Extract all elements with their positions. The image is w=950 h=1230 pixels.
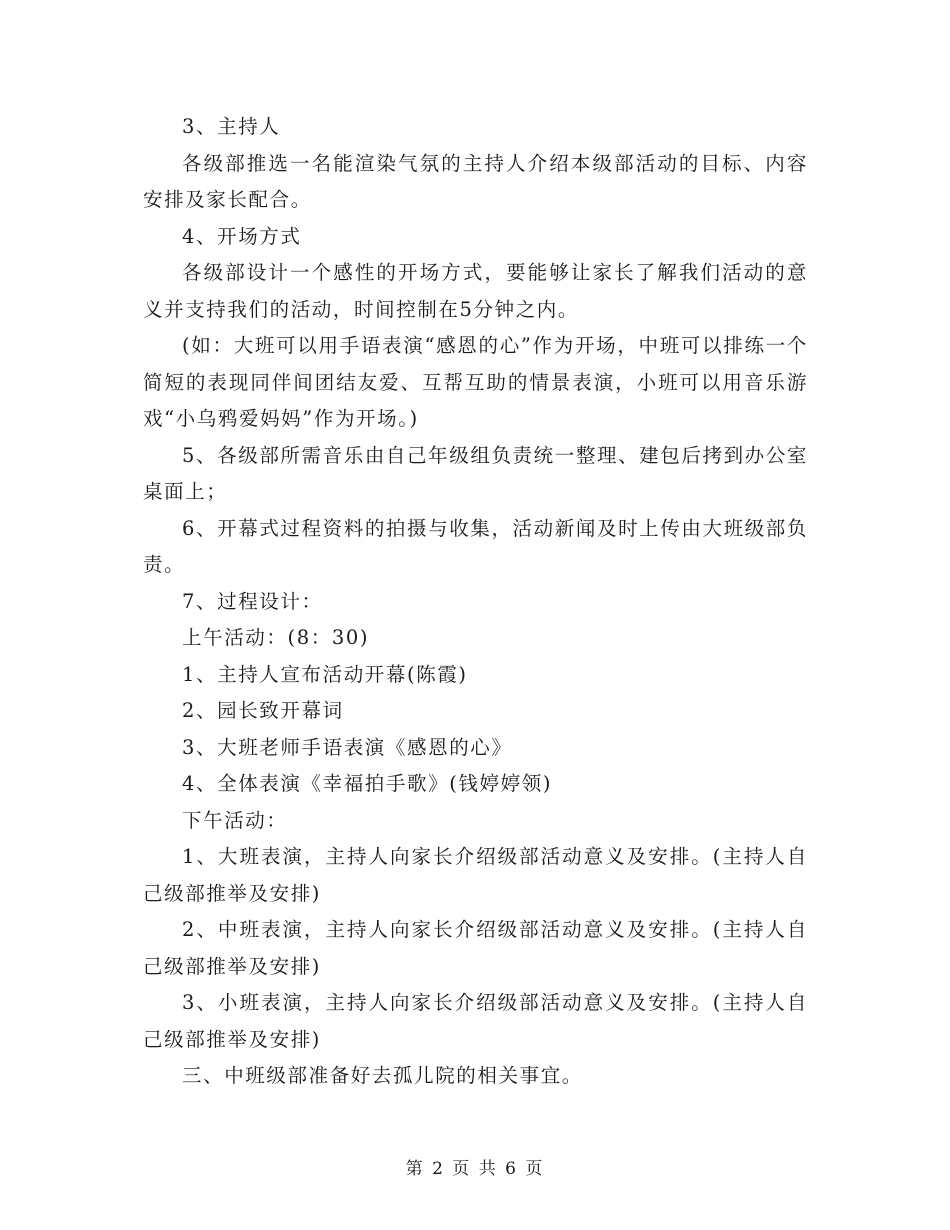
paragraph-photography: 6、开幕式过程资料的拍摄与收集，活动新闻及时上传由大班级部负责。 bbox=[143, 516, 808, 576]
paragraph-opening-example: (如：大班可以用手语表演“感恩的心”作为开场，中班可以排练一个简短的表现同伴间团结友爱、互帮互助的情景表演，小班可以用音乐游戏“小乌鸦爱妈妈”作为开场。) bbox=[143, 334, 808, 430]
list-item: 3、大班老师手语表演《感恩的心》 bbox=[182, 735, 513, 759]
heading-opening: 4、开场方式 bbox=[182, 224, 302, 248]
paragraph-host: 各级部推选一名能渲染气氛的主持人介绍本级部活动的目标、内容安排及家长配合。 bbox=[143, 151, 808, 211]
page-number: 第 2 页 共 6 页 bbox=[405, 1159, 545, 1179]
heading-section-three: 三、中班级部准备好去孤儿院的相关事宜。 bbox=[182, 1064, 583, 1087]
heading-afternoon: 下午活动： bbox=[182, 808, 288, 832]
list-item: 2、园长致开幕词 bbox=[182, 699, 344, 722]
heading-morning: 上午活动：(8：30) bbox=[182, 626, 370, 649]
list-item: 1、大班表演，主持人向家长介绍级部活动意义及安排。(主持人自己级部推举及安排) bbox=[143, 845, 808, 905]
list-item: 1、主持人宣布活动开幕(陈霞) bbox=[182, 662, 468, 686]
list-item: 3、小班表演，主持人向家长介绍级部活动意义及安排。(主持人自己级部推举及安排) bbox=[143, 991, 808, 1051]
list-item: 4、全体表演《幸福拍手歌》(钱婷婷领) bbox=[182, 772, 553, 795]
heading-host: 3、主持人 bbox=[182, 115, 281, 138]
document-body bbox=[143, 109, 808, 1095]
heading-process: 7、过程设计： bbox=[182, 589, 323, 613]
paragraph-music: 5、各级部所需音乐由自己年级组负责统一整理、建包后拷到办公室桌面上； bbox=[143, 443, 808, 503]
list-item: 2、中班表演，主持人向家长介绍级部活动意义及安排。(主持人自己级部推举及安排) bbox=[143, 918, 808, 978]
paragraph-opening: 各级部设计一个感性的开场方式，要能够让家长了解我们活动的意义并支持我们的活动，时间控制在5分钟之内。 bbox=[143, 261, 808, 321]
